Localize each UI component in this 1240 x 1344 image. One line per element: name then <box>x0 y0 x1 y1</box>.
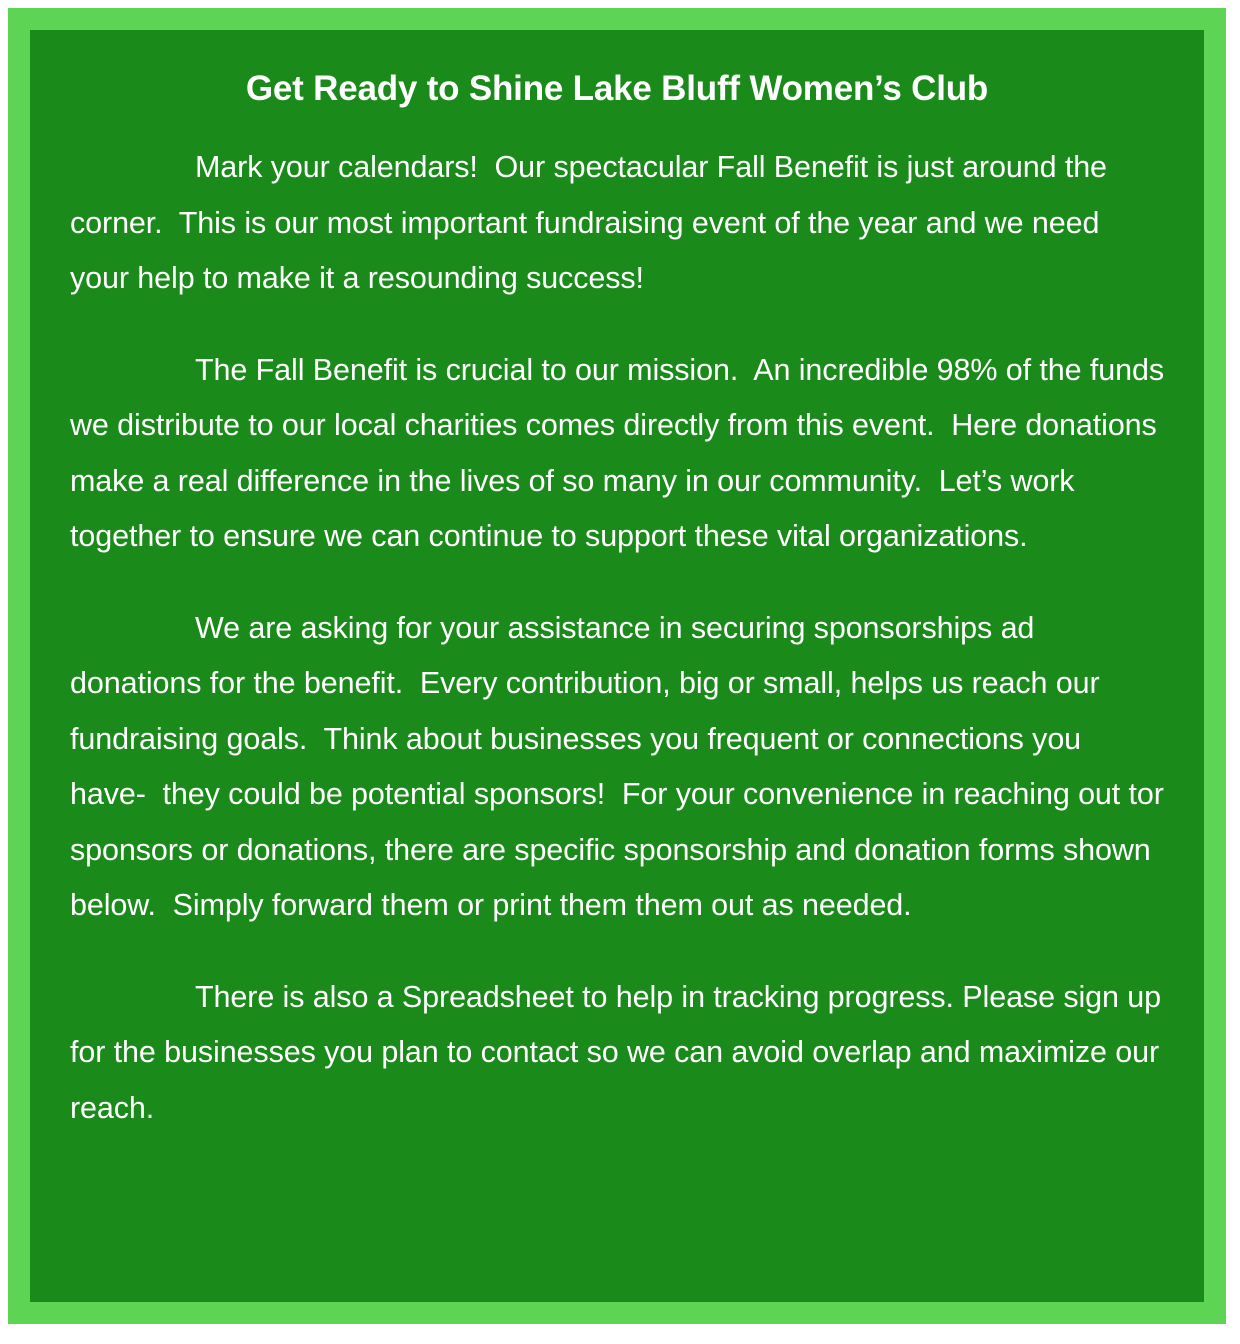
green-border-frame <box>8 8 1226 1324</box>
page-title: Get Ready to Shine Lake Bluff Women’s Club <box>245 69 989 108</box>
paragraph-3: We are asking for your assistance in securing sponsorships ad donations for the benefit. Every contribution, big or small, helps us reach our fundraising goals. Think about businesses you frequent or connections you have- they could be potential sponsors! For your convenience in reaching out tor sponsors or donations, there are specific sponsorship and donation forms shown below. Simply forward them or print them them out as needed. <box>70 610 1173 922</box>
announcement-card <box>30 30 1204 1302</box>
paragraph-2: The Fall Benefit is crucial to our mission. An incredible 98% of the funds we distribute to our local charities comes directly from this event. Here donations make a real difference in the lives of so many in our community. Let’s work together to ensure we can continue to support these vital organizations. <box>70 352 1173 553</box>
paragraph-4: There is also a Spreadsheet to help in tracking progress. Please sign up for the businesses you plan to contact so we can avoid overlap and maximize our reach. <box>70 979 1170 1125</box>
paragraph-1: Mark your calendars! Our spectacular Fall Benefit is just around the corner. This is our most important fundraising event of the year and we need your help to make it a resounding success! <box>70 150 1116 295</box>
